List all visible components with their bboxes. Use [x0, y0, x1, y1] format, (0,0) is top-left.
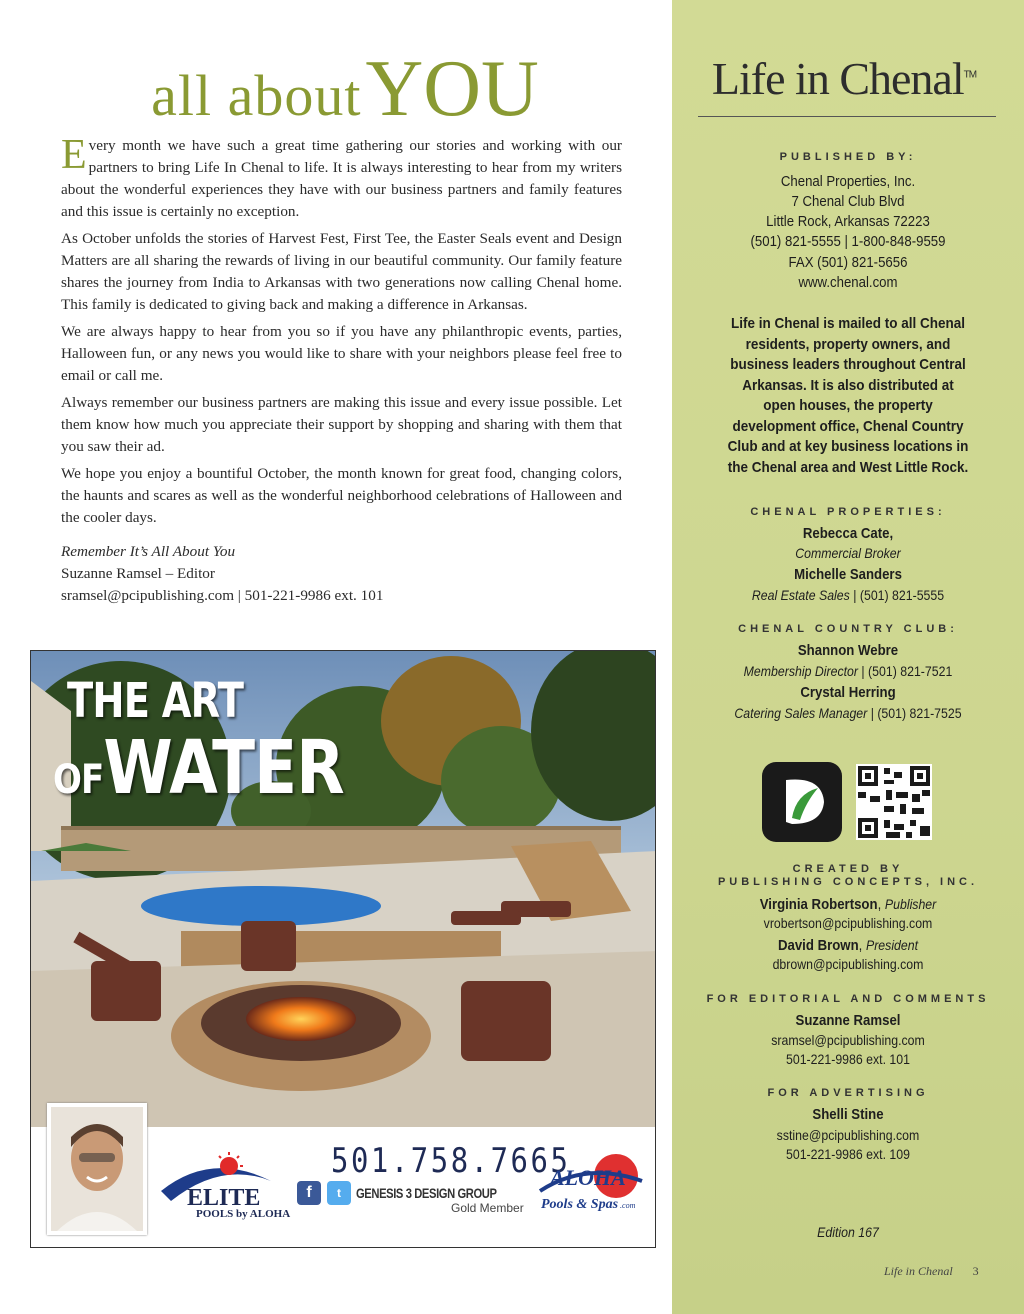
ccc1-name: Shannon Webre: [797, 642, 899, 659]
signature-tagline: Remember It’s All About You: [61, 543, 236, 560]
twitter-icon[interactable]: t: [327, 1181, 351, 1205]
pub-fax: FAX (501) 821-5656: [788, 254, 908, 271]
ad-title-line2: [53, 725, 344, 811]
editor-letter: [61, 132, 622, 607]
paragraph-3: We are always happy to hear from you so if you have any philanthropic events, parties, Halloween fun, or any news you would like to share with your neighbors please feel free to email or call me.: [61, 323, 622, 384]
pub-company: Chenal Properties, Inc.: [780, 173, 916, 190]
logo-text: Life in Chenal: [711, 53, 964, 104]
pc2-name: David Brown: [777, 937, 859, 954]
pc2-email[interactable]: dbrown@pcipublishing.com: [772, 956, 924, 972]
signature-name: Suzanne Ramsel – Editor: [61, 565, 215, 582]
pc1-line: Virginia Robertson, Publisher: [759, 896, 937, 913]
paragraph-1: [61, 132, 622, 223]
ccc2-title: Catering Sales Manager: [734, 705, 868, 721]
advertising-email[interactable]: sstine@pcipublishing.com: [776, 1127, 920, 1143]
chenal-country-club-label: CHENAL COUNTRY CLUB:: [738, 623, 958, 635]
signature-block: [61, 541, 622, 607]
aloha-sub: [541, 1197, 635, 1213]
signature-contact: sramsel@pcipublishing.com | 501-221-9986 ext. 101: [61, 587, 384, 604]
publishing-concepts-label: PUBLISHING CONCEPTS, INC.: [717, 876, 979, 888]
elite-sub: POOLS by ALOHA: [196, 1208, 291, 1220]
ad-title-line1: THE ART: [67, 673, 244, 729]
ad-phone[interactable]: 501.758.7665: [331, 1141, 571, 1181]
cp1-title: Commercial Broker: [795, 545, 901, 561]
pc2-title: President: [865, 937, 919, 953]
logo-and-qr-code[interactable]: [762, 762, 938, 842]
page-folio: [884, 1264, 979, 1279]
page-heading: [0, 44, 690, 135]
drop-cap: E: [61, 132, 87, 178]
edition-number: Edition 167: [817, 1224, 879, 1240]
editorial-label: FOR EDITORIAL AND COMMENTS: [706, 993, 990, 1005]
editor-phone: 501-221-9986 ext. 101: [786, 1051, 910, 1067]
masthead-sidebar: [672, 0, 1024, 1314]
paragraph-2: As October unfolds the stories of Harvest Fest, First Tee, the Easter Seals event and Design Matters are all sharing the rewards of living in our beautiful community. Our family feature shares the journey from India to Arkansas with two generations now calling Chenal home. This family is dedicated to giving back and making a difference in Arkansas.: [61, 230, 622, 313]
genesis-gold-member: Gold Member: [451, 1201, 524, 1215]
life-in-chenal-logo: [694, 52, 994, 105]
published-by-label: PUBLISHED BY:: [779, 151, 917, 163]
aloha-name: ALOHA: [550, 1165, 626, 1190]
cp1-name: Rebecca Cate,: [802, 525, 894, 542]
pc1-email[interactable]: vrobertson@pcipublishing.com: [763, 915, 933, 931]
ccc1-phone: (501) 821-7521: [868, 663, 953, 679]
ad-title-of: OF: [53, 757, 104, 803]
editor-email[interactable]: sramsel@pcipublishing.com: [771, 1032, 925, 1048]
advertising-phone: 501-221-9986 ext. 109: [786, 1146, 910, 1162]
chenal-properties-label: CHENAL PROPERTIES:: [750, 506, 946, 518]
genesis-design-group: GENESIS 3 DESIGN GROUP: [356, 1185, 497, 1201]
elite-name: ELITE: [187, 1185, 261, 1211]
pub-phone: (501) 821-5555 | 1-800-848-9559: [750, 233, 946, 250]
facebook-icon[interactable]: f: [297, 1181, 321, 1205]
created-by-label: CREATED BY: [792, 863, 904, 875]
ccc2-name: Crystal Herring: [800, 684, 896, 701]
qr-code-icon: [856, 764, 932, 840]
pub-web[interactable]: www.chenal.com: [798, 274, 898, 291]
ccc2-phone: (501) 821-7525: [877, 705, 962, 721]
paragraph-1-text: very month we have such a great time gathering our stories and working with our partners to bring Life In Chenal to life. It is always interesting to hear from my writers about the wonderful experiences they have with our business partners and family features and this issue is certainly no exception.: [61, 137, 622, 220]
aloha-sub-text: Pools & Spas: [541, 1197, 619, 1212]
cp2-title: Real Estate Sales: [751, 587, 850, 603]
logo-underline: [698, 116, 996, 117]
cp2-name: Michelle Sanders: [794, 566, 902, 583]
paragraph-4: Always remember our business partners are making this issue and every issue possible. Let them know how much you appreciate their support by shopping and sharing with them that you saw their ad.: [61, 394, 622, 455]
cp2-line: Real Estate Sales | (501) 821-5555: [751, 587, 945, 603]
advertising-name: Shelli Stine: [812, 1106, 884, 1123]
paragraph-5: We hope you enjoy a bountiful October, the month known for great food, changing colors, the haunts and scares as well as the wonderful neighborhood celebrations of Halloween and the cooler days.: [61, 465, 622, 526]
editor-name: Suzanne Ramsel: [795, 1012, 901, 1029]
advertiser-portrait: [47, 1103, 147, 1235]
heading-all-about: all about: [151, 63, 362, 128]
pub-address1: 7 Chenal Club Blvd: [791, 193, 905, 210]
pc1-title: Publisher: [884, 896, 937, 912]
ccc1-line: Membership Director | (501) 821-7521: [743, 663, 953, 679]
advertising-label: FOR ADVERTISING: [767, 1087, 929, 1099]
ad-title-water: WATER: [103, 725, 344, 811]
page-number: 3: [972, 1264, 979, 1278]
logo-tm: TM: [963, 69, 977, 81]
pc1-name: Virginia Robertson: [759, 896, 878, 913]
cp2-phone: (501) 821-5555: [859, 587, 945, 603]
folio-title: Life in Chenal: [884, 1264, 953, 1278]
pool-advertisement[interactable]: [30, 650, 656, 1248]
pc2-line: David Brown, President: [777, 937, 919, 954]
pub-address2: Little Rock, Arkansas 72223: [766, 213, 930, 230]
aloha-suffix: .com: [620, 1201, 636, 1210]
heading-you: YOU: [365, 45, 539, 133]
ccc2-line: Catering Sales Manager | (501) 821-7525: [734, 705, 962, 721]
ccc1-title: Membership Director: [743, 663, 859, 679]
distribution-note: Life in Chenal is mailed to all Chenal residents, property owners, and business leaders throughout Central Arkansas. It is also distributed at open houses, the property development office, Chenal Country Club and at key business locations in the Chenal area and West Little Rock.: [727, 315, 969, 476]
